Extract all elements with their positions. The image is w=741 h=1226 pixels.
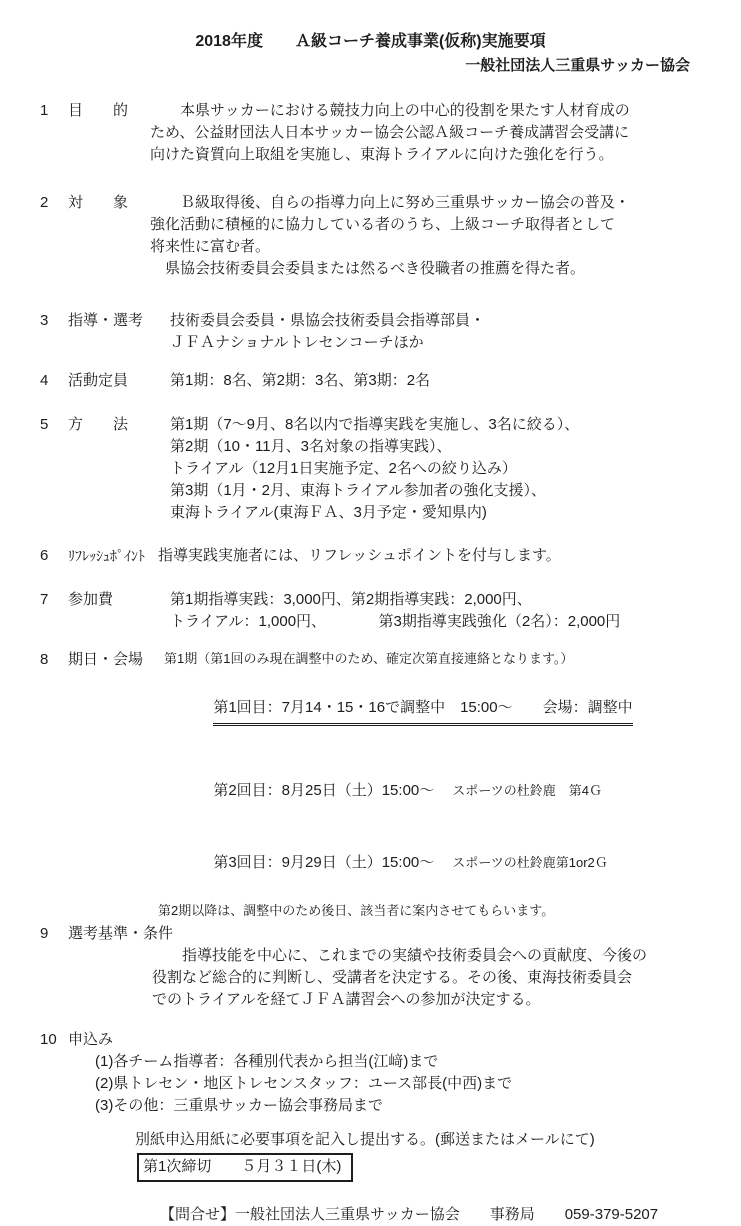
- section-content: [150, 649, 741, 921]
- text-line: 役割など総合的に判断し、受講者を決定する。その後、東海技術委員会: [152, 969, 633, 986]
- text-line: 第1期指導実践：3,000円、第2期指導実践：2,000円、: [170, 591, 532, 608]
- schedule-note: 第1期（第1回のみ現在調整中のため、確定次第直接連絡となります。）: [164, 651, 574, 666]
- submission-note: 別紙申込用紙に必要事項を記入し提出する。(郵送またはメールにて): [135, 1131, 595, 1148]
- section-label: 申込み: [68, 1031, 114, 1048]
- section-fee: [0, 589, 741, 633]
- section-instructors: [0, 310, 741, 354]
- text-line: 第1期（7～9月、8名以内で指導実践を実施し、3名に絞る）、: [170, 416, 580, 433]
- text-line: 第1期：8名、第2期：3名、第3期：2名: [170, 372, 431, 389]
- section-criteria: [0, 923, 741, 945]
- section-label: ﾘﾌﾚｯｼｭﾎﾟｲﾝﾄ: [68, 548, 145, 564]
- section-content: [150, 310, 741, 354]
- section-number: 9: [40, 925, 49, 942]
- text-line: 第3期（1月・2月、東海トライアル参加者の強化支援）、: [170, 482, 547, 499]
- section-label: 対 象: [68, 194, 129, 211]
- schedule-round-3: [150, 827, 741, 899]
- application-item: (3)その他：三重県サッカー協会事務局まで: [95, 1097, 384, 1114]
- criteria-content: [152, 945, 741, 1011]
- section-content: [150, 100, 741, 166]
- section-target: [0, 192, 741, 280]
- text-line: ため、公益財団法人日本サッカー協会公認Ａ級コーチ養成講習会受講に: [150, 124, 630, 141]
- text-line: 強化活動に積極的に協力している者のうち、上級コーチ取得者として: [150, 216, 616, 233]
- text-line: Ｂ級取得後、自らの指導力向上に努め三重県サッカー協会の普及・: [150, 194, 630, 211]
- section-schedule: [0, 649, 741, 921]
- section-purpose: [0, 100, 741, 166]
- section-label: 方 法: [68, 416, 129, 433]
- text-line: 指導実践実施者には、リフレッシュポイントを付与します。: [158, 547, 561, 564]
- application-item: (1)各チーム指導者：各種別代表から担当(江﨑)まで: [95, 1053, 439, 1070]
- doc-title: 2018年度 Ａ級コーチ養成事業(仮称)実施要項: [195, 33, 546, 50]
- schedule-round-3-text: 第3回目：9月29日（土）15:00～: [213, 854, 435, 871]
- section-label: 活動定員: [68, 372, 129, 389]
- section-content: [158, 545, 741, 567]
- schedule-round-1-text: 第1回目：7月14・15・16で調整中 15:00～ 会場：調整中: [213, 695, 632, 724]
- section-label: 目 的: [68, 102, 129, 119]
- text-line: トライアル（12月1日実施予定、2名への絞り込み）: [170, 460, 517, 477]
- section-number: 10: [40, 1031, 57, 1048]
- doc-subtitle: 一般社団法人三重県サッカー協会: [465, 57, 690, 74]
- schedule-round-2: [150, 755, 741, 827]
- deadline-box: 第1次締切 ５月３１日(木): [137, 1153, 353, 1182]
- text-line: でのトライアルを経てＪＦＡ講習会への参加が決定する。: [152, 991, 541, 1008]
- schedule-postnote: 第2期以降は、調整中のため後日、該当者に案内させてもらいます。: [158, 903, 555, 918]
- section-application: [0, 1029, 741, 1051]
- section-label: 指導・選考: [68, 312, 144, 329]
- text-line: 将来性に富む者。: [150, 238, 271, 255]
- double-underline: [213, 695, 632, 726]
- text-line: 第2期（10・11月、3名対象の指導実践）、: [170, 438, 452, 455]
- text-line: 技術委員会委員・県協会技術委員会指導部員・: [170, 312, 486, 329]
- schedule-round-2-text: 第2回目：8月25日（土）15:00～: [213, 782, 435, 799]
- text-line: 県協会技術委員会委員または然るべき役職者の推薦を得た者。: [150, 260, 586, 277]
- application-item: (2)県トレセン・地区トレセンスタッフ：ユース部長(中西)まで: [95, 1075, 513, 1092]
- section-number: 7: [40, 591, 49, 608]
- text-line: ＪＦＡナショナルトレセンコーチほか: [170, 334, 424, 351]
- section-number: 8: [40, 651, 49, 668]
- text-line: トライアル：1,000円、 第3期指導実践強化（2名）：2,000円: [170, 613, 621, 630]
- section-capacity: [0, 370, 741, 392]
- section-label: 参加費: [68, 591, 114, 608]
- venue-text: スポーツの杜鈴鹿第1or2Ｇ: [452, 855, 608, 870]
- text-line: 向けた資質向上取組を実施し、東海トライアルに向けた強化を行う。: [150, 146, 614, 163]
- section-content: [150, 414, 741, 524]
- section-number: 6: [40, 547, 49, 564]
- text-line: 本県サッカーにおける競技力向上の中心的役割を果たす人材育成の: [150, 102, 630, 119]
- application-items: [95, 1051, 741, 1117]
- section-content: [150, 192, 741, 280]
- section-content: [150, 370, 741, 392]
- contact-footer: 【問合せ】一般社団法人三重県サッカー協会 事務局 059-379-5207: [160, 1206, 659, 1223]
- section-refresh-points: [0, 545, 741, 567]
- section-number: 4: [40, 372, 49, 389]
- section-number: 1: [40, 102, 49, 119]
- text-line: 指導技能を中心に、これまでの実績や技術委員会への貢献度、今後の: [152, 947, 648, 964]
- schedule-round-1: [150, 669, 741, 752]
- venue-text: スポーツの杜鈴鹿 第4Ｇ: [452, 783, 602, 798]
- deadline-row: [137, 1153, 741, 1182]
- section-number: 5: [40, 416, 49, 433]
- section-number: 3: [40, 312, 49, 329]
- section-number: 2: [40, 194, 49, 211]
- section-method: [0, 414, 741, 524]
- section-content: [150, 589, 741, 633]
- section-label: 選考基準・条件: [68, 925, 174, 942]
- section-label: 期日・会場: [68, 651, 144, 668]
- text-line: 東海トライアル(東海ＦＡ、3月予定・愛知県内): [170, 504, 487, 521]
